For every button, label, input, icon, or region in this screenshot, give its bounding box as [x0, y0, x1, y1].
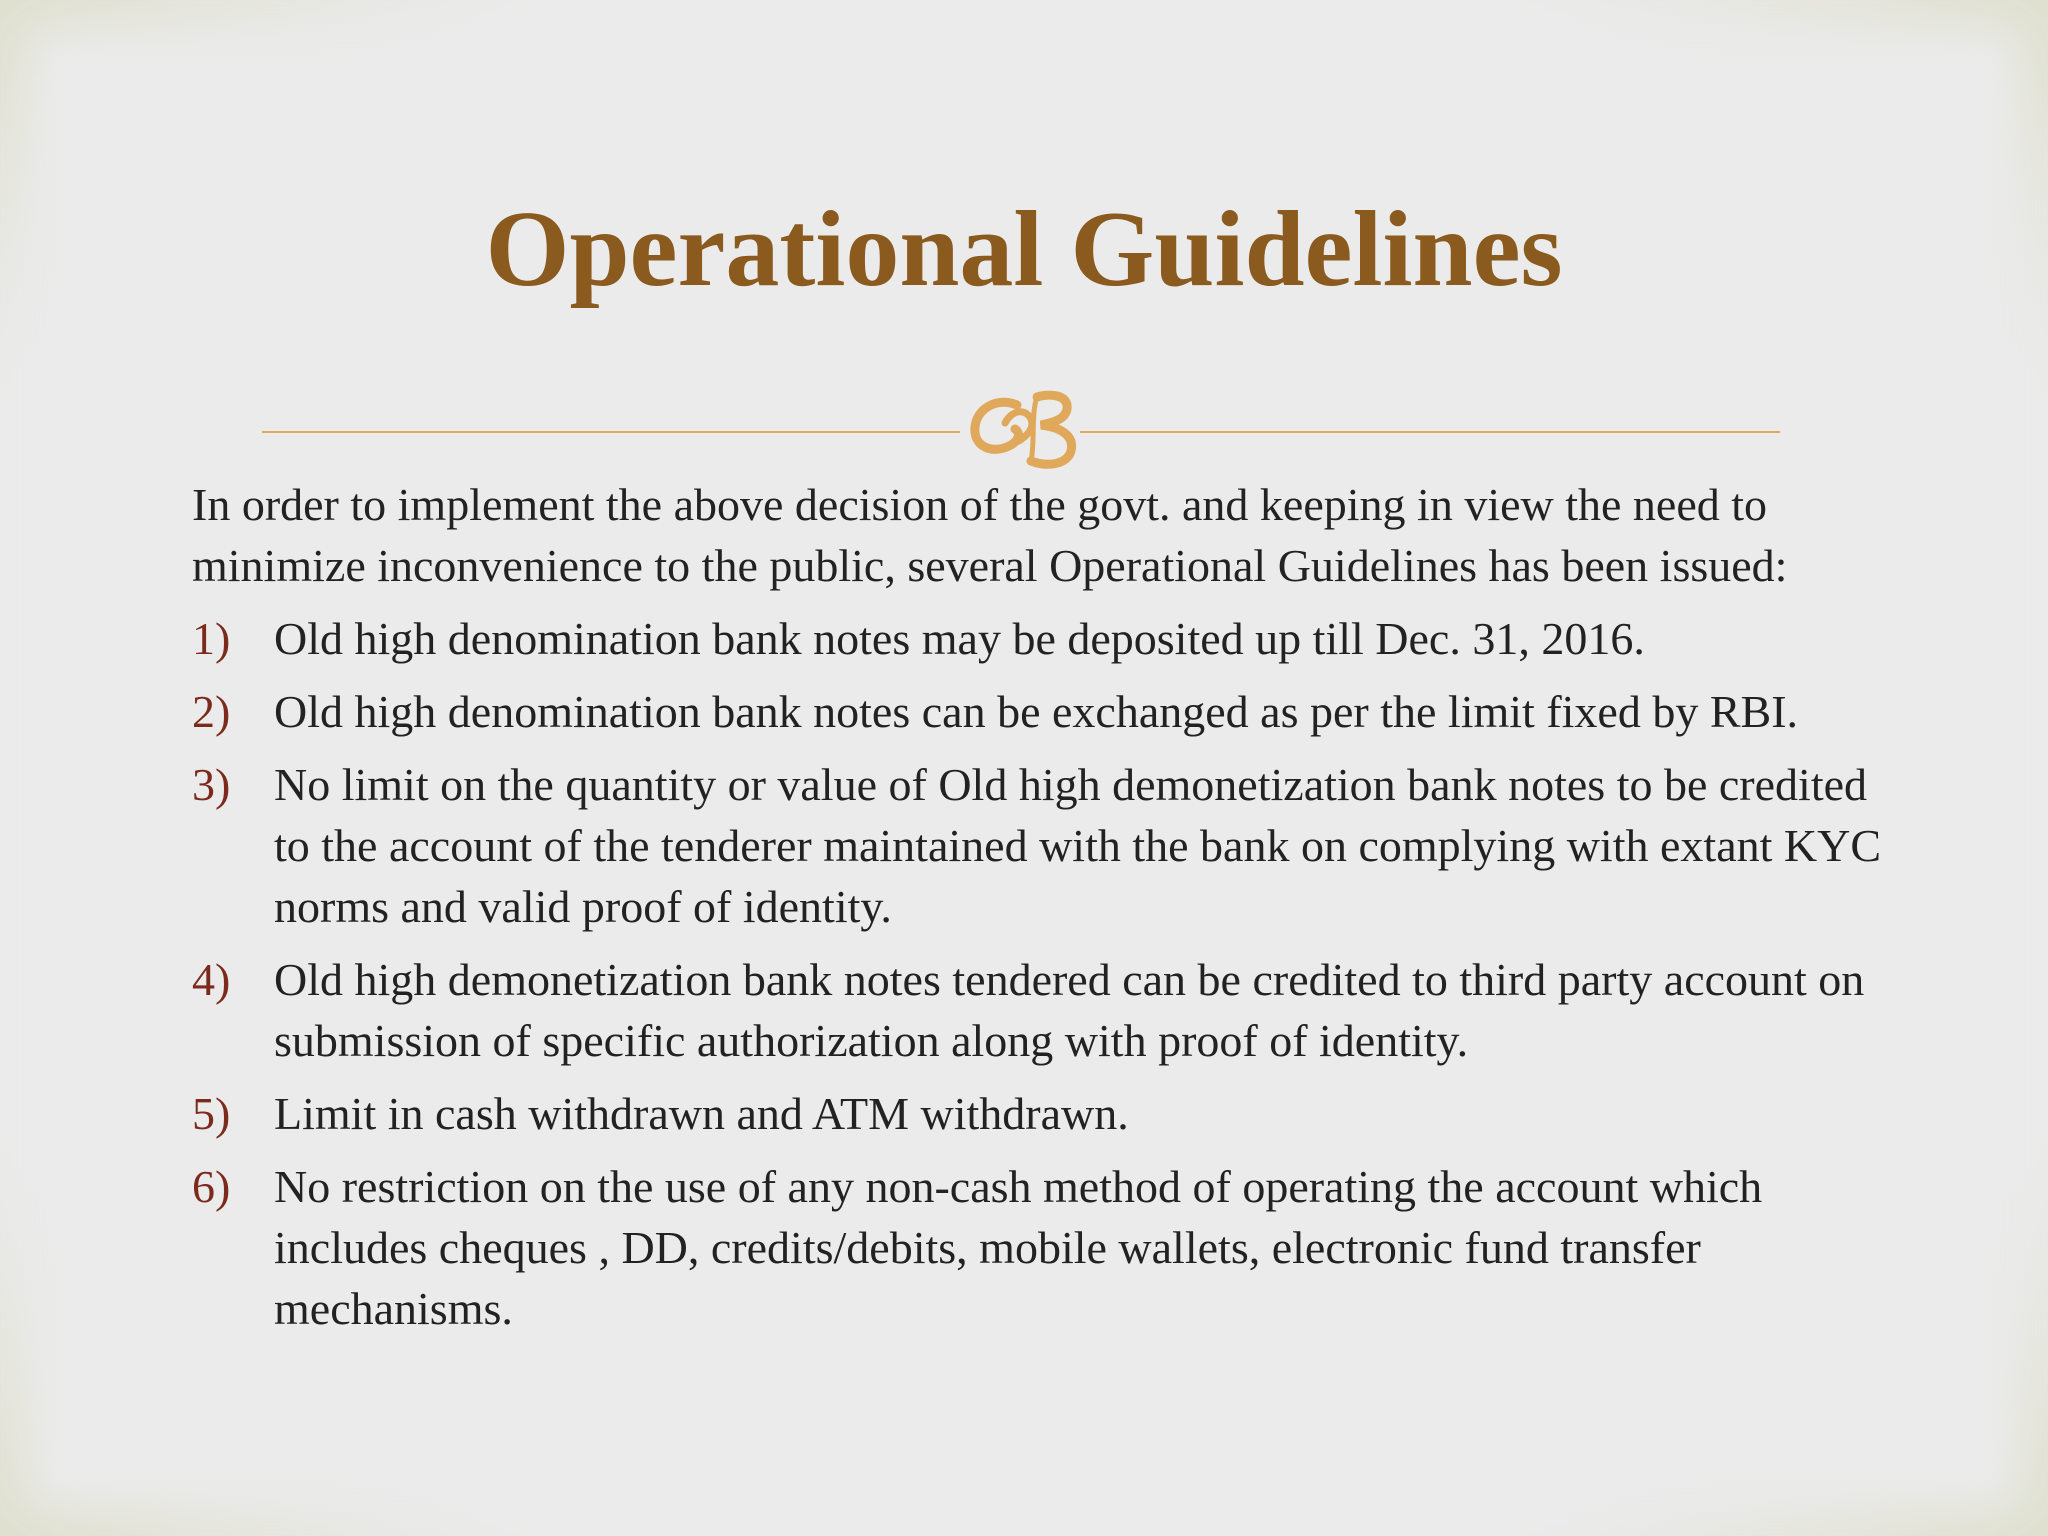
list-item — [192, 608, 1892, 669]
list-item-text: No restriction on the use of any non-cash method of operating the account which includes cheques , DD, credits/debits, mobile wallets, electronic fund transfer mechanisms. — [274, 1161, 1763, 1334]
list-item-text: No limit on the quantity or value of Old high demonetization bank notes to be credited to the account of the tenderer maintained with the bank on complying with extant KYC norms and valid proof of identity. — [274, 759, 1882, 932]
divider-line-left — [262, 431, 960, 433]
list-item-text: Old high denomination bank notes can be exchanged as per the limit fixed by RBI. — [274, 686, 1799, 737]
list-item — [192, 1083, 1892, 1144]
list-item-number: 6) — [192, 1161, 231, 1212]
list-item-number: 3) — [192, 759, 231, 810]
list-item-text: Old high denomination bank notes may be deposited up till Dec. 31, 2016. — [274, 613, 1645, 664]
slide-title: Operational Guidelines — [485, 190, 1563, 309]
list-item-number: 1) — [192, 613, 231, 664]
list-item-number: 2) — [192, 686, 231, 737]
list-item — [192, 1156, 1892, 1339]
list-item — [192, 681, 1892, 742]
list-item — [192, 754, 1892, 937]
flourish-ornament-icon — [955, 383, 1095, 473]
list-item — [192, 949, 1892, 1071]
list-item-number: 4) — [192, 954, 231, 1005]
list-item-text: Old high demonetization bank notes tendered can be credited to third party account on submission of specific authorization along with proof of identity. — [274, 954, 1865, 1066]
intro-paragraph: In order to implement the above decision of the govt. and keeping in view the need to minimize inconvenience to the public, several Operational Guidelines has been issued: — [192, 479, 1788, 591]
slide-body — [192, 474, 1892, 1351]
list-item-number: 5) — [192, 1088, 231, 1139]
list-item-text: Limit in cash withdrawn and ATM withdrawn. — [274, 1088, 1129, 1139]
guidelines-list — [192, 608, 1892, 1339]
divider-line-right — [1080, 431, 1780, 433]
